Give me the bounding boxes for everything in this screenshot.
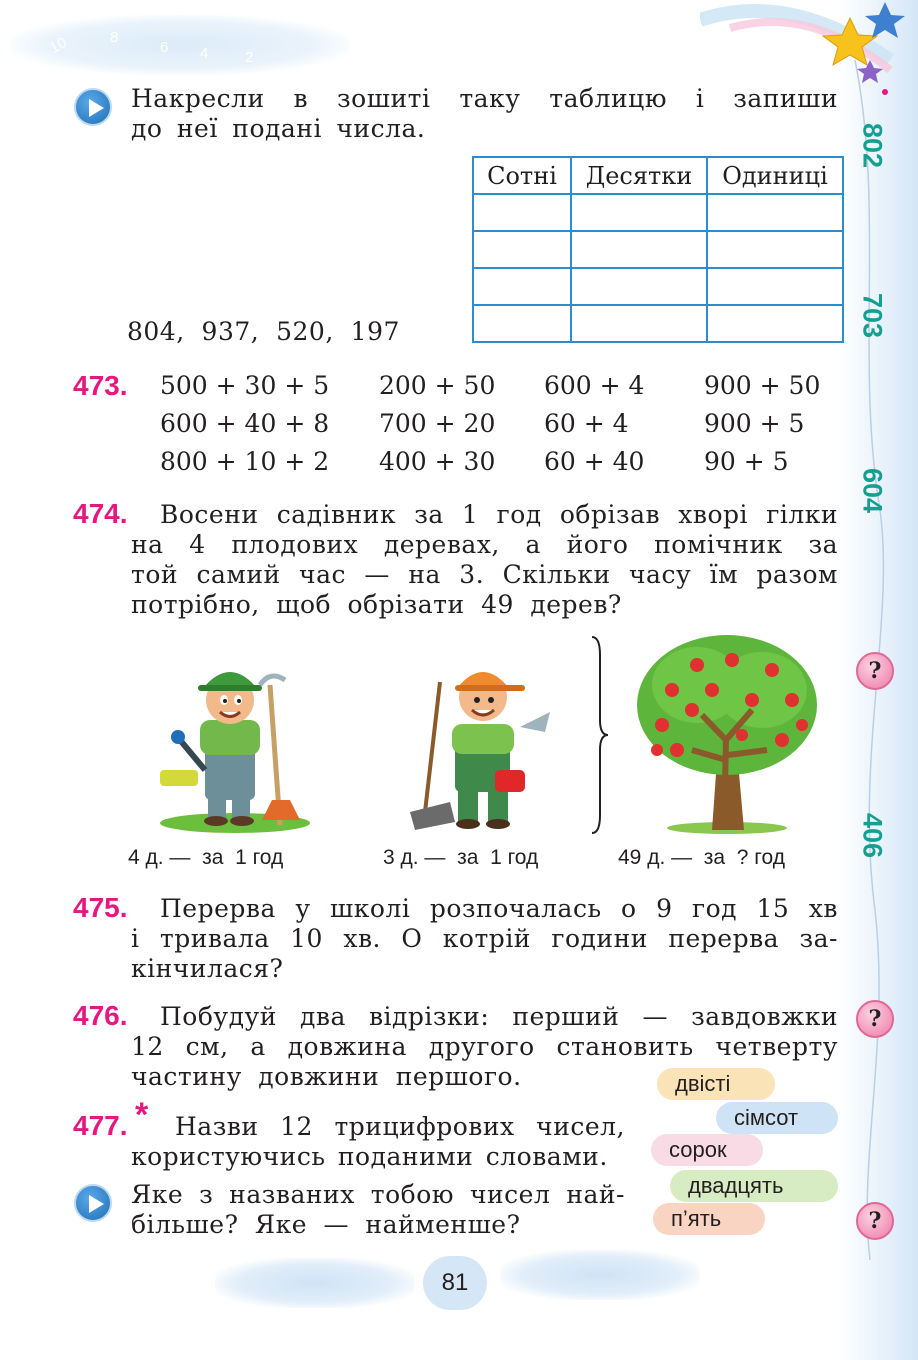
table-row xyxy=(473,305,843,342)
table-cell xyxy=(571,268,707,305)
expression: 600 + 4 xyxy=(544,371,645,400)
word-pill: сімсот xyxy=(716,1102,838,1134)
ex477-line-2: користуючись поданими словами. xyxy=(131,1142,608,1171)
ex476-line-3: частину довжини першого. xyxy=(131,1062,522,1091)
caption-trees: 49 д. — за ? год xyxy=(618,846,785,869)
expression: 800 + 10 + 2 xyxy=(160,447,330,476)
table-header-hundreds: Сотні xyxy=(473,157,571,194)
expression: 200 + 50 xyxy=(379,371,496,400)
sidebar-number: 406 xyxy=(857,812,888,859)
table-row xyxy=(473,231,843,268)
caption-helper: 3 д. — за 1 год xyxy=(383,846,539,869)
expression: 900 + 50 xyxy=(704,371,821,400)
helper-illustration xyxy=(410,652,560,832)
cloud-digit: 4 xyxy=(200,45,209,62)
ex476-line-1: Побудуй два відрізки: перший — завдовжки xyxy=(160,1002,838,1031)
ex474-line-1: Восени садівник за 1 год обрізав хворі гілки xyxy=(160,500,838,529)
ex475-line-2: і тривала 10 хв. О котрій години перерва за- xyxy=(131,924,838,953)
header-cloud xyxy=(10,15,350,75)
table-cell xyxy=(707,268,843,305)
table-header-tens: Десятки xyxy=(571,157,707,194)
ex474-line-3: той самий час — на 3. Скільки часу їм разом xyxy=(131,560,838,589)
word-pill: сорок xyxy=(651,1134,763,1166)
question-badge-icon: ? xyxy=(856,652,894,690)
page-number: 81 xyxy=(423,1256,487,1310)
table-cell xyxy=(571,194,707,231)
table-cell xyxy=(707,305,843,342)
exercise-number-474: 474. xyxy=(73,498,128,529)
play-icon[interactable] xyxy=(74,88,112,126)
sidebar-number: 802 xyxy=(857,122,888,169)
star-icon: * xyxy=(135,1096,149,1134)
bottom-cloud-right xyxy=(500,1250,700,1300)
expression: 90 + 5 xyxy=(704,447,789,476)
cloud-digit: 2 xyxy=(245,49,254,66)
question-badge-icon: ? xyxy=(856,1000,894,1038)
cloud-digit: 6 xyxy=(160,39,169,56)
sidebar-number: 703 xyxy=(857,292,888,339)
table-row xyxy=(473,194,843,231)
ex475-line-3: кінчилася? xyxy=(131,954,284,983)
word-pill: п’ять xyxy=(653,1203,765,1235)
ex477-question-1: Яке з названих тобою чисел най- xyxy=(131,1180,625,1209)
table-header-ones: Одиниці xyxy=(707,157,843,194)
expression: 500 + 30 + 5 xyxy=(160,371,330,400)
table-row xyxy=(473,268,843,305)
expression: 400 + 30 xyxy=(379,447,496,476)
ex477-line-1: Назви 12 трицифрових чисел, xyxy=(175,1112,625,1141)
word-pill: двадцять xyxy=(670,1170,838,1202)
cloud-digit: 8 xyxy=(110,29,119,46)
cloud-digit: 10 xyxy=(46,33,70,58)
table-cell xyxy=(571,231,707,268)
ex477-question-2: більше? Яке — найменше? xyxy=(131,1210,521,1239)
intro-line-2: до неї подані числа. xyxy=(131,114,426,143)
expression: 600 + 40 + 8 xyxy=(160,409,330,438)
table-cell xyxy=(473,268,571,305)
table-cell xyxy=(571,305,707,342)
table-cell xyxy=(707,231,843,268)
exercise-number-477: 477. xyxy=(73,1110,128,1141)
exercise-number-475: 475. xyxy=(73,892,128,923)
bottom-cloud-left xyxy=(215,1258,415,1308)
brace-icon xyxy=(590,635,610,835)
place-value-table xyxy=(472,156,844,343)
intro-numbers: 804, 937, 520, 197 xyxy=(127,317,400,346)
table-cell xyxy=(473,231,571,268)
ex475-line-1: Перерва у школі розпочалась о 9 год 15 хв xyxy=(160,894,838,923)
ex474-line-4: потрібно, щоб обрізати 49 дерев? xyxy=(131,590,622,619)
apple-tree-illustration xyxy=(632,630,822,835)
word-pill: двісті xyxy=(657,1068,775,1100)
expression: 60 + 40 xyxy=(544,447,645,476)
exercise-number-476: 476. xyxy=(73,1000,128,1031)
play-icon[interactable] xyxy=(74,1184,112,1222)
expression: 700 + 20 xyxy=(379,409,496,438)
intro-line-1: Накресли в зошиті таку таблицю і запиши xyxy=(131,84,838,113)
ex476-line-2: 12 см, а довжина другого становить четверту xyxy=(131,1032,838,1061)
ex474-line-2: на 4 плодових деревах, а його помічник за xyxy=(131,530,838,559)
expression: 60 + 4 xyxy=(544,409,629,438)
question-badge-icon: ? xyxy=(856,1202,894,1240)
caption-gardener: 4 д. — за 1 год xyxy=(128,846,284,869)
exercise-number-473: 473. xyxy=(73,370,128,401)
table-cell xyxy=(473,194,571,231)
expression: 900 + 5 xyxy=(704,409,805,438)
sidebar-number: 604 xyxy=(857,467,888,514)
gardener-illustration xyxy=(150,645,320,835)
table-cell xyxy=(473,305,571,342)
table-cell xyxy=(707,194,843,231)
